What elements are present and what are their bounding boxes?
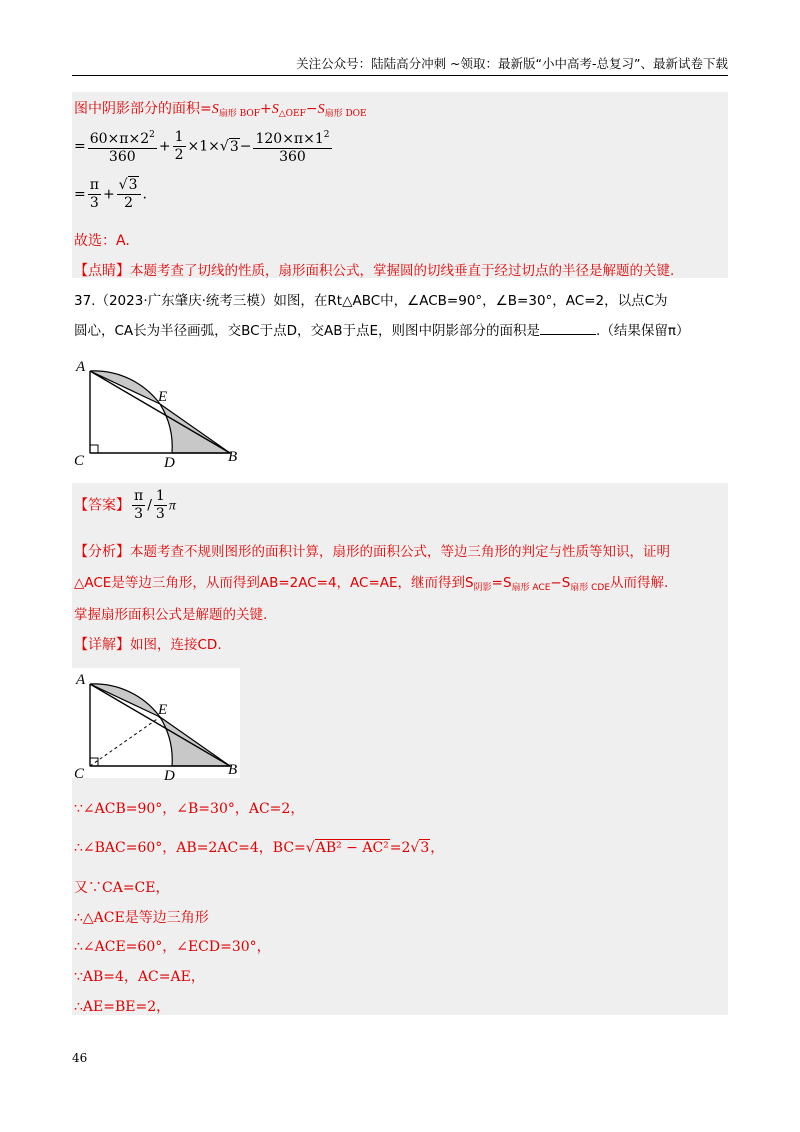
analysis-line-1: 【分析】本题考查不规则图形的面积计算，扇形的面积公式，等边三角形的判定与性质等知识，证明	[74, 544, 670, 560]
label-b: B	[228, 449, 238, 465]
previous-solution-block	[72, 92, 728, 278]
side-ab	[90, 684, 230, 766]
shaded-region-bottom	[160, 717, 230, 766]
page-number: 46	[72, 1051, 88, 1065]
label-e: E	[158, 389, 168, 405]
side-ab	[90, 371, 230, 453]
label-c: C	[74, 766, 85, 782]
page-header: 关注公众号：陆陆高分冲刺 ~领取：最新版“小中高考-总复习”、最新试卷下载	[72, 54, 728, 76]
label-d: D	[164, 455, 175, 470]
detail-step-2: ∴∠BAC=60°，AB=2AC=4，BC=√AB² − AC²=2√3，	[74, 840, 445, 856]
question-figure	[70, 355, 250, 470]
shaded-region-bottom	[160, 404, 230, 453]
question-37-line1: 37.（2023·广东肇庆·统考三模）如图，在Rt△ABC中，∠ACB=90°，∠B=30°，AC=2，以点C为	[74, 293, 668, 309]
detail-step-4: ∴△ACE是等边三角形	[74, 910, 209, 926]
answer-line: 【答案】 $\frac{\pi}{3}$ / $\frac{1}{3}$ π	[74, 488, 176, 522]
label-c: C	[74, 453, 85, 469]
analysis-line-2: △ACE是等边三角形，从而得到AB=2AC=4，AC=AE，继而得到$S_{阴影}=S_{扇形 ACE}-S_{扇形 CDE}$从而得解.	[74, 575, 669, 593]
shaded-region-top	[90, 371, 160, 404]
dashed-segment-ce	[90, 717, 160, 766]
analysis-line-3: 掌握扇形面积公式是解题的关键.	[74, 607, 268, 623]
detail-figure	[70, 668, 250, 783]
detail-step-7: ∴AE=BE=2，	[74, 999, 171, 1015]
label-a: A	[76, 672, 86, 688]
detail-step-1: ∵∠ACB=90°，∠B=30°，AC=2，	[74, 801, 305, 817]
comment-line: 【点睛】本题考查了切线的性质，扇形面积公式，掌握圆的切线垂直于经过切点的半径是解题的关键.	[74, 263, 675, 279]
detail-line-1: 【详解】如图，连接CD.	[74, 637, 222, 653]
shaded-region-top	[90, 684, 160, 717]
label-e: E	[158, 702, 168, 718]
detail-step-5: ∴∠ACE=60°，∠ECD=30°，	[74, 939, 271, 955]
shaded-area-formula: 图中阴影部分的面积$=S_{扇形 BOF}+S_{\triangle OEF}-S_{扇形 DOE}$	[74, 101, 367, 119]
calc-step-1: = $\frac{60\times\pi\times 2^2}{360}$ + $\frac{1}{2}$ ×1×√3− $\frac{120\times\pi\times 1^2}{360}$	[74, 129, 330, 165]
choice-line: 故选：A.	[74, 233, 130, 249]
right-angle-mark	[90, 445, 98, 453]
detail-step-3: 又∵CA=CE，	[74, 880, 170, 896]
question-37-line2: 圆心，CA长为半径画弧，交BC于点D，交AB于点E，则图中阴影部分的面积是 .（结果保留π）	[74, 323, 690, 339]
label-b: B	[228, 762, 238, 778]
label-d: D	[164, 768, 175, 783]
detail-step-6: ∵AB=4，AC=AE，	[74, 969, 205, 985]
answer-blank	[540, 323, 596, 335]
calc-result: = $\frac{\pi}{3}$ + $\frac{√3}{2}$ .	[74, 177, 147, 211]
label-a: A	[76, 359, 86, 375]
